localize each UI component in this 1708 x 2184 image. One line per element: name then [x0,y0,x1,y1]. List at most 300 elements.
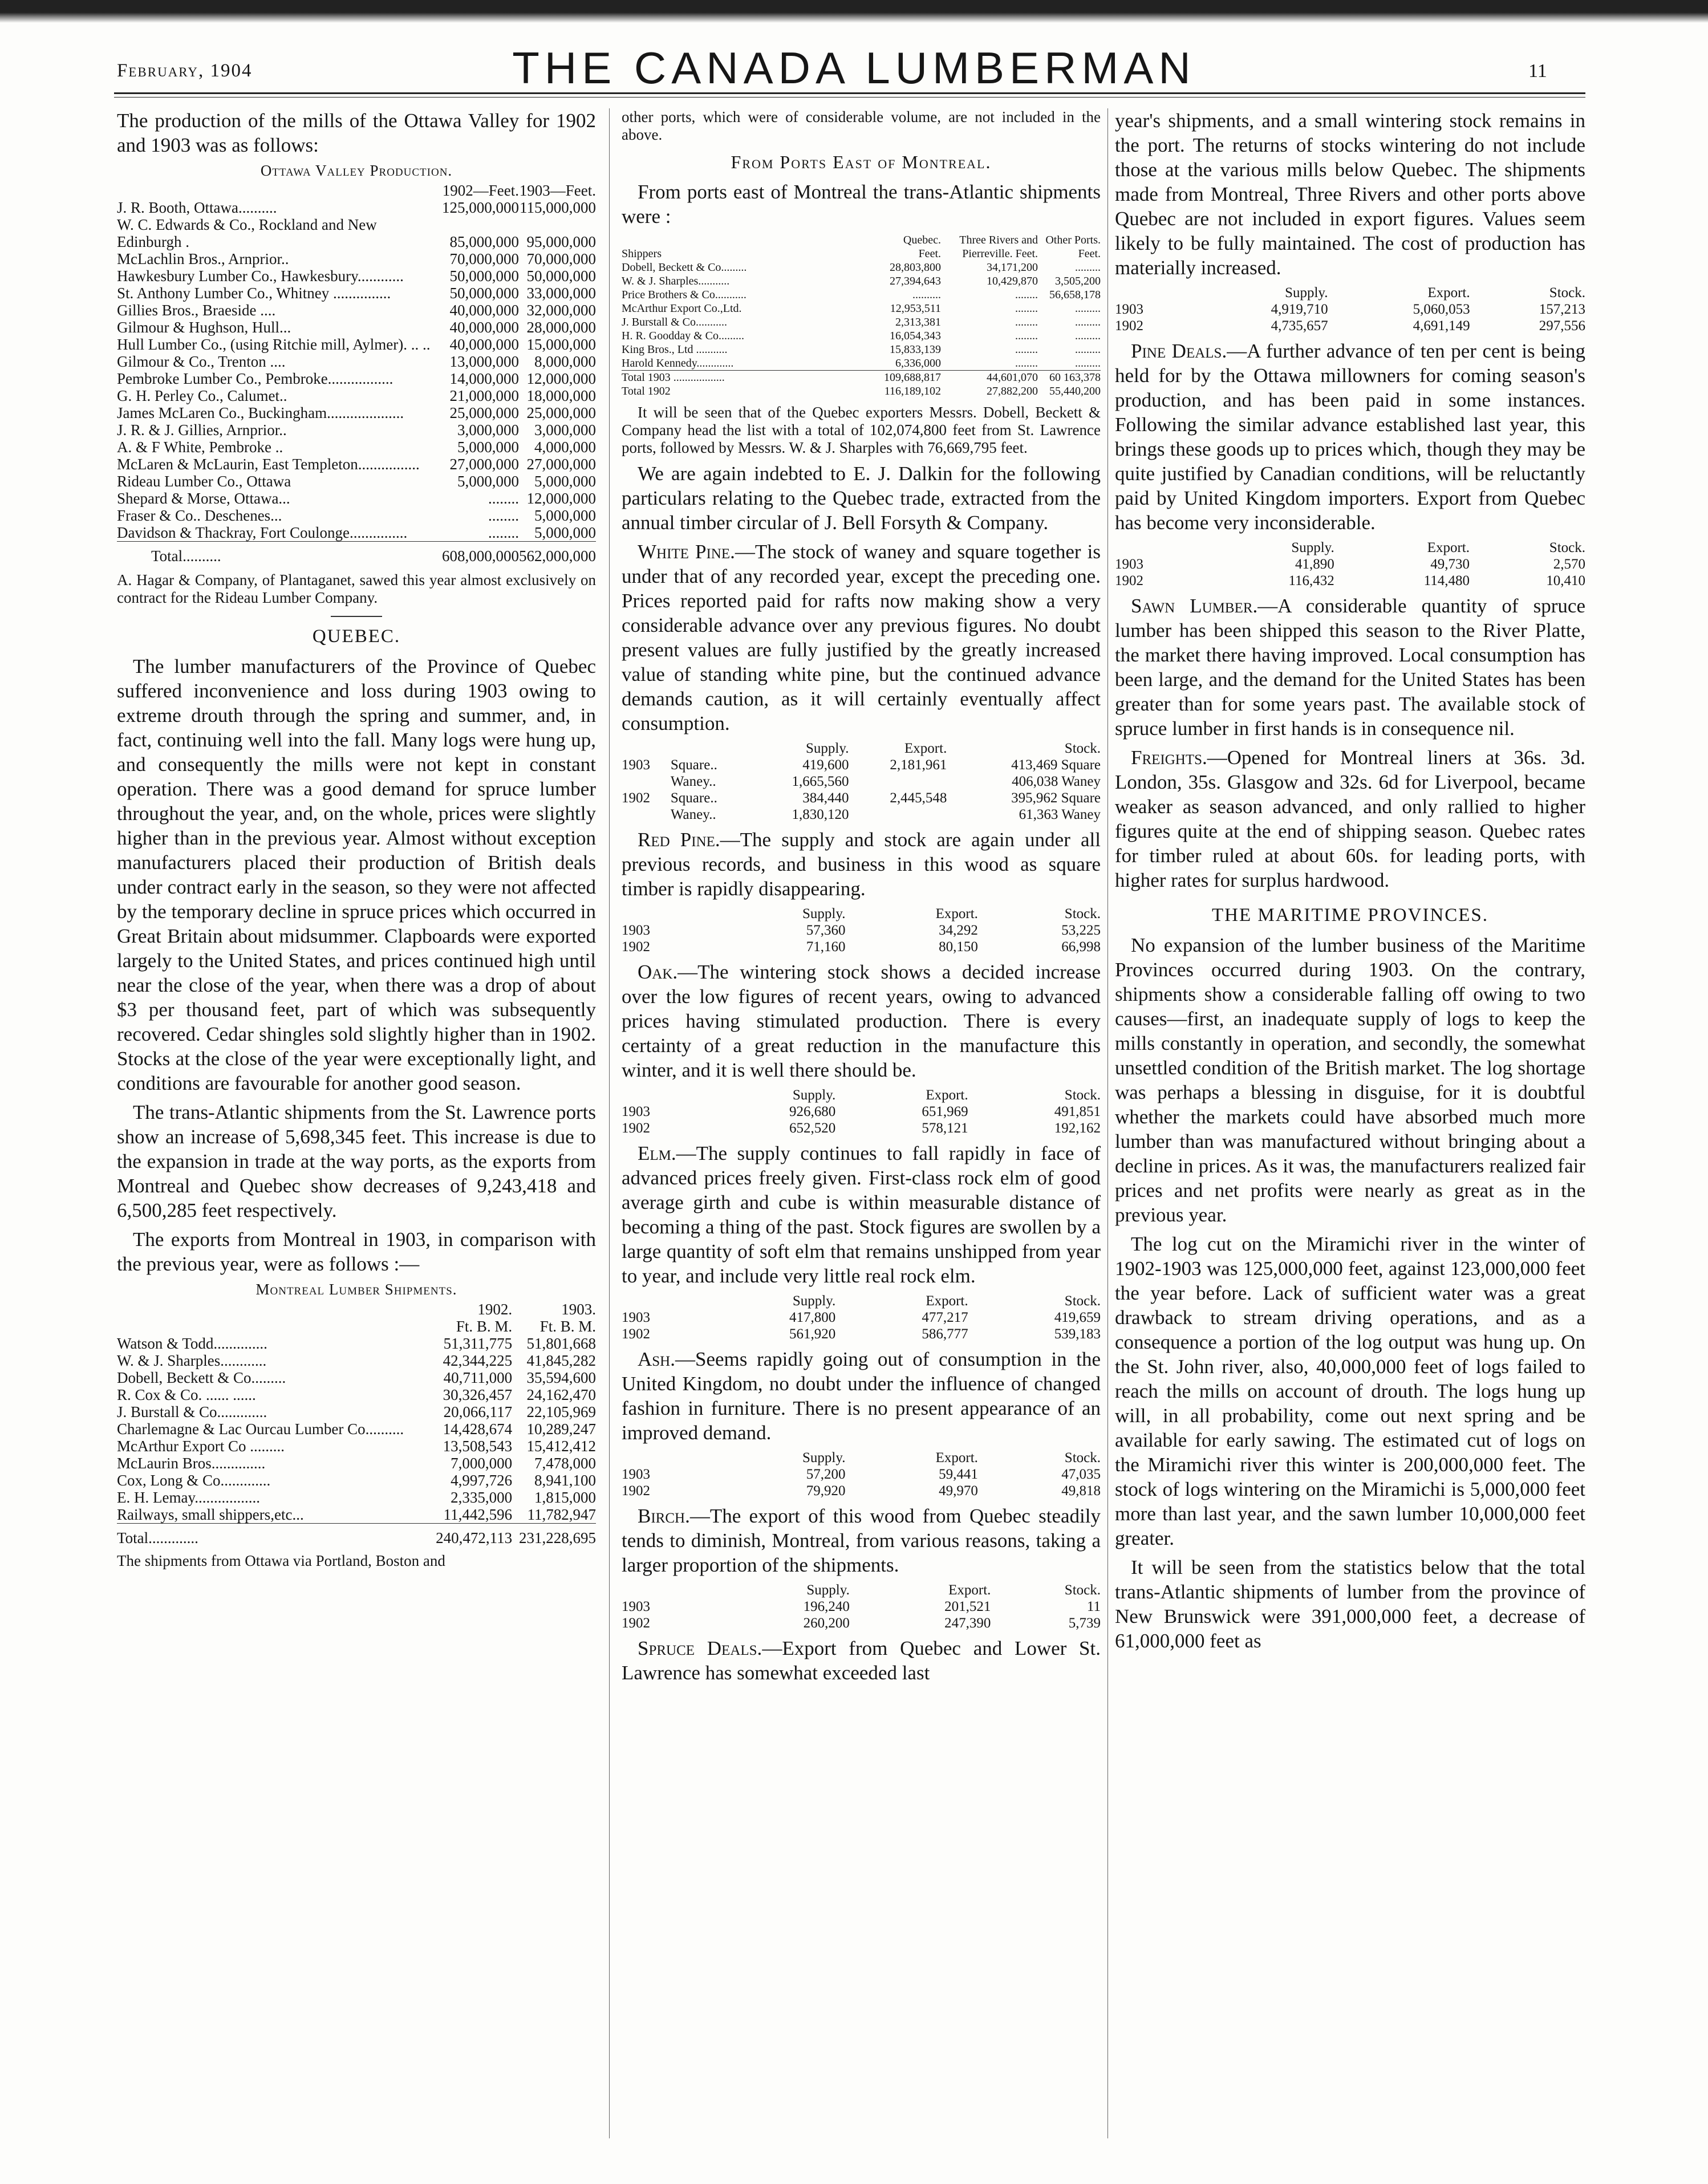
value-1902: 30,326,457 [443,1386,513,1403]
value-1903: 5,000,000 [534,473,596,490]
value-quebec: 2,313,381 [895,316,941,328]
column-header: Export. [935,1450,978,1466]
table-row [1115,318,1585,334]
table-row [622,922,1101,939]
mill-name: Hull Lumber Co., (using Ritchie mill, Aylmer). .. .. [117,336,431,353]
table-row [622,302,1101,315]
year: 1902 [622,1121,650,1136]
paragraph: Elm.—The supply continues to fall rapidly in face of advanced prices freely given. First-class rock elm of good average girth and cube is within measurable distance of becoming a thing of the past. Stock figures are swollen by a large quantity of soft elm that remains unshipped from year to year, and include very little real rock elm. [622,1142,1101,1287]
mill-name: A. & F White, Pembroke .. [117,439,283,456]
shipper-name: W. & J. Sharples............ [117,1352,267,1369]
table-total-row: Total 1903 .................. 109,688,817 44,601,070 60 163,378 [622,371,1101,384]
table-row [622,329,1101,343]
value-1903: 25,000,000 [526,404,596,421]
section-heading: QUEBEC. [312,626,401,647]
column-header: Stock. [1064,1582,1101,1598]
export: 80,150 [939,939,978,955]
value-other-ports: 56,658,178 [1049,289,1101,301]
table-header-row [1115,285,1585,301]
kind: Waney.. [670,774,716,789]
value-1902: 11,442,596 [443,1506,513,1523]
column-header: Supply. [792,1087,836,1103]
note: A. Hagar & Company, of Plantaganet, sawed this year almost exclusively on contract for the Rideau Lumber Company. [117,571,596,606]
export: 578,121 [922,1121,968,1136]
unit-header: Ft. B. M. [539,1318,596,1335]
year: 1902 [622,1326,650,1342]
stock: 413,469 Square [1011,757,1101,773]
value-1903: 28,000,000 [526,319,596,336]
value-three-rivers: 10,429,870 [987,275,1038,287]
table-row [622,1120,1101,1136]
export: 114,480 [1423,573,1470,588]
year: 1902 [1115,318,1143,334]
value-1902: 4,997,726 [451,1472,513,1489]
stock: 61,363 Waney [1019,807,1101,822]
table-header-row [1115,539,1585,556]
spruce-deals-table [1115,285,1585,334]
table-row [117,490,596,507]
export [849,773,947,790]
column-header: Three Rivers and Pierreville. Feet. [959,234,1038,260]
value-1903: 3,000,000 [534,421,596,439]
paragraph: No expansion of the lumber business of the Maritime Provinces occurred during 1903. On the contrary, shipments show a considerable falling off owing to two causes—first, an inadequate supply of logs to keep the mills constantly in operation, and secondly, the somewhat unsettled condition of the British market. The log shortage was perhaps a blessing in disguise, for it is doubtful whether the markets could have absorbed much more lumber than was manufactured without bringing about a decline in prices. As it was, the manufacturers realized fair prices and net profits were nearly as great as in the previous year. [1115,934,1585,1226]
supply: 4,735,657 [1271,318,1328,334]
mill-name: W. C. Edwards & Co., Rockland and New Edinburgh . [117,216,377,250]
shipper-name: King Bros., Ltd ........... [622,343,728,356]
value-1902: 51,311,775 [443,1335,513,1352]
shipper-name: W. & J. Sharples........... [622,275,730,287]
value-1902: 5,000,000 [457,473,519,490]
value-1903: 115,000,000 [520,199,596,216]
column-header: Quebec. Feet. [903,234,941,260]
table-row [117,1386,596,1403]
supply: 417,800 [789,1310,836,1325]
value-other-ports: ......... [1075,261,1101,274]
column-header: Supply. [1285,285,1328,301]
value-1902: 14,000,000 [449,370,519,387]
value-1903: 35,594,600 [526,1369,596,1386]
mill-name: Gilmour & Co., Trenton .... [117,353,286,370]
value-1902: ........ [488,490,519,507]
column-header: Supply. [802,906,846,921]
table-row [117,336,596,353]
supply: 57,360 [806,923,846,938]
table-total-row: Total 1902 116,189,102 27,882,200 55,440,200 [622,385,1101,397]
ash-table [622,1450,1101,1499]
table-row [622,1598,1101,1615]
value-1902: 125,000,000 [442,199,519,216]
shipper-name: McArthur Export Co ......... [117,1438,285,1455]
paragraph: Spruce Deals.—Export from Quebec and Lower St. Lawrence has somewhat exceeded last [622,1637,1101,1684]
export: 2,181,961 [890,757,947,773]
export: 586,777 [922,1326,968,1342]
shipper-name: Price Brothers & Co........... [622,289,747,301]
value-other-ports: ......... [1075,330,1101,342]
shipper-name: H. R. Goodday & Co......... [622,330,744,342]
shipper-name: R. Cox & Co. ...... ...... [117,1386,256,1403]
table-row [117,302,596,319]
mill-name: Fraser & Co.. Deschenes... [117,507,282,524]
year-header [622,1293,703,1309]
oak-table [622,1087,1101,1136]
shipper-name: J. Burstall & Co............. [117,1403,267,1420]
year-header [1115,539,1199,556]
column-1 [117,108,596,1574]
table-header-row [622,906,1101,922]
year-header [622,906,711,922]
masthead-title: THE CANADA LUMBERMAN [512,43,1196,93]
scan-top-edge [0,0,1708,23]
table-row [622,274,1101,288]
column-header: Supply. [806,1582,850,1598]
mill-name: Hawkesbury Lumber Co., Hawkesbury............ [117,267,404,285]
table-row [117,1455,596,1472]
paragraph: From ports east of Montreal the trans-Atlantic shipments were : [622,181,1101,228]
shipper-name: Watson & Todd.............. [117,1335,267,1352]
year-header [622,1087,703,1103]
mill-name: Shepard & Morse, Ottawa... [117,490,290,507]
mill-name: James McLaren Co., Buckingham.................... [117,404,404,421]
supply: 79,920 [806,1483,846,1499]
year: 1903 [1115,557,1143,572]
mill-name: G. H. Perley Co., Calumet.. [117,387,287,404]
column-header: Stock. [1064,1450,1101,1466]
table-total-row: Total.......... 608,000,000 562,000,000 [117,542,596,565]
value-1902: 50,000,000 [449,285,519,302]
header-rule [114,92,1585,94]
column-header: Export. [926,1087,968,1103]
value-1902: 20,066,117 [443,1403,513,1420]
supply: 196,240 [803,1599,850,1614]
column-header: Supply. [802,1450,846,1466]
stock: 539,183 [1054,1326,1101,1342]
value-1903: 5,000,000 [534,507,596,524]
supply: 652,520 [789,1121,836,1136]
red-pine-table [622,906,1101,955]
shipper-name: Dobell, Beckett & Co......... [622,261,747,274]
export: 59,441 [939,1467,978,1482]
stock: 49,818 [1061,1483,1101,1499]
montreal-shipments-table [117,1301,596,1546]
stock: 10,410 [1546,573,1585,588]
paragraph: It will be seen from the statistics below that the total trans-Atlantic shipments of lumber from the province of New Brunswick were 391,000,000 feet, a decrease of 61,000,000 feet as [1115,1556,1585,1652]
issue-date: February, 1904 [117,60,253,81]
value-1903: 5,000,000 [534,524,596,541]
table-row [117,524,596,542]
subhead: Birch. [638,1505,690,1527]
mill-name: Gillies Bros., Braeside .... [117,302,276,319]
column-header: Export. [1427,285,1470,301]
table-row [622,288,1101,302]
value-three-rivers: 34,171,200 [987,261,1038,274]
birch-table [622,1582,1101,1631]
value-quebec: 6,336,000 [895,357,941,370]
value-1903: 7,478,000 [534,1455,596,1472]
value-three-rivers: ........ [1015,316,1038,328]
paragraph: The lumber manufacturers of the Province of Quebec suffered inconvenience and loss during 1903 owing to extreme drouth through the spring and summer, and, in fact, continuing well into the fall. Many logs were hung up, and consequently the mills were not kept in constant operation. There was a good demand for spruce lumber throughout the year, and, on the whole, prices were slightly higher than in the previous year. Almost without exception manufacturers placed their production of British deals under contract early in the season, so they were not affected by the temporary decline in spruce prices which occurred in Great Britain about midsummer. Clapboards were exported largely to the United States, and prices continued high until near the close of the year, when there was a drop of about $3 per thousand feet, part of which was subsequently recovered. Cedar shingles sold slightly higher than in 1902. Stocks at the close of the year were exceptionally light, and conditions are favourable for another good season. [117,655,596,1094]
table-row [117,439,596,456]
table-row [117,216,596,250]
year: 1902 [622,1483,650,1499]
stock: 2,570 [1553,557,1585,572]
paragraph: Ash.—Seems rapidly going out of consumption in the United Kingdom, no doubt under the influence of changed fashion in furniture. There is no present appearance of an improved demand. [622,1348,1101,1444]
table-row [622,343,1101,356]
table-row [117,1506,596,1524]
table-title: Montreal Lumber Shipments. [255,1281,457,1298]
column-header: 1902—Feet. [442,182,519,199]
export: 247,390 [944,1615,991,1631]
column-header: Other Ports. Feet. [1045,234,1101,260]
year [622,773,671,790]
value-other-ports: ......... [1075,302,1101,315]
paragraph: Red Pine.—The supply and stock are again under all previous records, and business in this wood as square timber is rapidly disappearing. [622,829,1101,900]
table-row [117,1489,596,1506]
table-header-row [622,1450,1101,1466]
export: 49,730 [1430,557,1470,572]
stock: 11 [1086,1599,1101,1614]
white-pine-table: Supply. Export. Stock. 1903 Square.. 419,600 2,181,961 413,469 Square Waney.. 1,665,560 406,038 Waney 1902 Square.. 384,440 2,445,548 395,962 Square Waney.. 1,830,120 61,363 Waney [622,741,1101,822]
value-1902: 7,000,000 [451,1455,513,1472]
column-header: Supply. [792,1293,836,1309]
value-quebec: 16,054,343 [890,330,941,342]
value-1903: 51,801,668 [526,1335,596,1352]
table-row [1115,301,1585,318]
value-1902: 50,000,000 [449,267,519,285]
paragraph: year's shipments, and a small wintering stock remains in the port. The returns of stocks wintering do not include those at the various mills below Quebec. The shipments made from Montreal, Three Rivers and other ports above Quebec are not included in export figures. Values seem likely to be fully maintained. The cost of production has materially increased. [1115,109,1585,279]
section-heading: THE MARITIME PROVINCES. [1211,905,1489,925]
year: 1903 [622,1599,650,1614]
year: 1902 [1115,573,1143,588]
table-row [622,356,1101,371]
table-row [622,315,1101,329]
value-1902: ........ [488,507,519,524]
value-1902: 3,000,000 [457,421,519,439]
value-1903: 15,000,000 [526,336,596,353]
column-header: Export. [948,1582,991,1598]
subhead: Ash. [638,1348,675,1370]
table-row [622,757,1101,773]
subhead: Oak. [638,961,678,983]
stock: 5,739 [1068,1615,1101,1631]
stock: 491,851 [1054,1104,1101,1119]
shipper-name: Charlemagne & Lac Ourcau Lumber Co.......... [117,1420,404,1438]
value-1903: 95,000,000 [526,233,596,250]
year: 1902 [622,939,650,955]
supply: 260,200 [803,1615,850,1631]
column-divider [609,108,610,2138]
year [622,806,671,823]
table-row [117,507,596,524]
value-1903: 8,941,100 [534,1472,596,1489]
supply: 561,920 [789,1326,836,1342]
value-1903: 32,000,000 [526,302,596,319]
paragraph: The production of the mills of the Ottawa Valley for 1902 and 1903 was as follows: [117,109,596,156]
export: 651,969 [922,1104,968,1119]
value-1902: 2,335,000 [451,1489,513,1506]
value-1903: 12,000,000 [526,370,596,387]
column-header: Stock. [1064,1293,1101,1309]
year-header [1115,285,1186,301]
paragraph: Sawn Lumber.—A considerable quantity of spruce lumber has been shipped this season to the River Platte, the market there having improved. Local consumption has been large, and the demand for the United States has been greater than for some years past. The available stock of spruce lumber in first hands is in consequence nil. [1115,595,1585,740]
value-1902: 5,000,000 [457,439,519,456]
table-row [622,1309,1101,1326]
value-quebec: 12,953,511 [890,302,941,315]
year: 1903 [622,1310,650,1325]
ports-shipments-table [622,233,1101,398]
value-1902: ........ [488,524,519,541]
table-header-row [622,1582,1101,1598]
table-row [117,353,596,370]
column-2 [622,108,1101,1690]
mill-name: St. Anthony Lumber Co., Whitney ............... [117,285,391,302]
export: 2,445,548 [890,790,947,806]
mill-name: Pembroke Lumber Co., Pembroke................. [117,370,393,387]
column-divider [1107,108,1108,2138]
shipper-name: Harold Kennedy............. [622,357,734,370]
value-three-rivers: ........ [1015,302,1038,315]
table-row [117,387,596,404]
table-row [622,261,1101,274]
table-row [117,473,596,490]
table-row [622,773,1101,790]
export: 4,691,149 [1413,318,1470,334]
pine-deals-table [1115,539,1585,589]
value-1903: 10,289,247 [526,1420,596,1438]
shipper-name: Dobell, Beckett & Co......... [117,1369,286,1386]
value-1902: 40,000,000 [449,336,519,353]
value-other-ports: ......... [1075,357,1101,370]
unit-header: Ft. B. M. [456,1318,513,1335]
value-1902: 21,000,000 [449,387,519,404]
paragraph: The exports from Montreal in 1903, in comparison with the previous year, were as follows :— [117,1228,596,1275]
paragraph: The trans-Atlantic shipments from the St. Lawrence ports show an increase of 5,698,345 feet. This increase is due to the expansion in trade at the way ports, as the exports from Montreal and Quebec show decreases of 9,243,418 and 6,500,285 feet respectively. [117,1101,596,1221]
table-row [622,939,1101,955]
page-number: 11 [1528,60,1547,82]
table-title: Ottawa Valley Production. [260,162,453,179]
paragraph: The log cut on the Miramichi river in the winter of 1902-1903 was 125,000,000 feet, against 123,000,000 feet the year before. Lack of sufficient water was a great drawback to stream driving operations, and as a consequence a portion of the log output was hung up. On the St. John river, also, 40,000,000 feet of logs failed to reach the mills on account of drouth. The logs hung up will, in all probability, come out next spring and be available for early sawing. The estimated cut of logs on the Miramichi river this winter is 200,000,000 feet. The stock of logs wintering on the Miramichi is 5,000,000 feet more than last year, and the sawn lumber 10,000,000 feet greater. [1115,1233,1585,1549]
export: 34,292 [939,923,978,938]
column-header: Export. [1427,540,1470,555]
year: 1903 [622,923,650,938]
table-row [117,421,596,439]
value-1903: 33,000,000 [526,285,596,302]
stock: 53,225 [1061,923,1101,938]
stock: 192,162 [1054,1121,1101,1136]
kind: Square.. [670,757,717,773]
value-1903: 1,815,000 [534,1489,596,1506]
value-1903: 8,000,000 [534,353,596,370]
shipper-name: Cox, Long & Co............. [117,1472,271,1489]
table-row [622,1466,1101,1483]
value-three-rivers: ........ [1015,343,1038,356]
stock: 419,659 [1054,1310,1101,1325]
value-1903: 41,845,282 [526,1352,596,1369]
stock: 297,556 [1539,318,1585,334]
table-row [117,1472,596,1489]
header-rule-thin [114,97,1585,98]
year: 1903 [622,1104,650,1119]
column-header: 1903. [561,1301,596,1318]
paragraph: The shipments from Ottawa via Portland, Boston and [117,1552,445,1569]
value-1903: 22,105,969 [526,1403,596,1420]
value-1903: 24,162,470 [526,1386,596,1403]
table-row [1115,556,1585,573]
paragraph: It will be seen that of the Quebec exporters Messrs. Dobell, Beckett & Company head the list with a total of 102,074,800 feet from St. Lawrence ports, followed by Messrs. W. & J. Sharples with 76,669,795 feet. [622,404,1101,456]
subhead: Freights. [1131,746,1207,769]
year: 1903 [1115,302,1143,317]
supply: 384,440 [802,790,849,806]
column-3 [1115,108,1585,1658]
value-1903: 50,000,000 [526,267,596,285]
table-total-row: Total............. 240,472,113 231,228,695 [117,1524,596,1547]
table-row [117,404,596,421]
value-1903: 4,000,000 [534,439,596,456]
stock: 157,213 [1539,302,1585,317]
stock: 395,962 Square [1011,790,1101,806]
column-header: Stock. [1549,540,1585,555]
value-1902: 13,000,000 [449,353,519,370]
mill-name: McLachlin Bros., Arnprior.. [117,250,289,267]
table-row [117,1403,596,1420]
paragraph: We are again indebted to E. J. Dalkin for the following particulars relating to the Quebec trade, extracted from the annual timber circular of J. Bell Forsyth & Company. [622,462,1101,534]
table-row [622,790,1101,806]
value-three-rivers: ........ [1015,330,1038,342]
subhead: White Pine. [638,541,735,563]
table-row [117,250,596,267]
table-row [117,267,596,285]
value-quebec: .......... [912,289,941,301]
supply: 4,919,710 [1271,302,1328,317]
value-1902: 40,000,000 [449,319,519,336]
year-header [622,1450,711,1466]
column-header: Export. [926,1293,968,1309]
mill-name: McLaren & McLaurin, East Templeton................ [117,456,420,473]
column-header: Shippers [622,247,662,260]
export: 5,060,053 [1413,302,1470,317]
shipper-name: Railways, small shippers,etc... [117,1506,304,1523]
paragraph: other ports, which were of considerable volume, are not included in the above. [622,108,1101,143]
mill-name: J. R. & J. Gillies, Arnprior.. [117,421,287,439]
value-other-ports: ......... [1075,316,1101,328]
subhead: Spruce Deals. [638,1637,762,1659]
column-header: Export. [935,906,978,921]
supply: 41,890 [1295,557,1334,572]
table-header-row [622,1293,1101,1309]
value-1903: 15,412,412 [526,1438,596,1455]
subhead: Elm. [638,1142,676,1164]
year: 1903 [622,1467,650,1482]
section-heading: From Ports East of Montreal. [731,152,992,172]
subhead: Red Pine. [638,829,720,851]
paragraph: Freights.—Opened for Montreal liners at 36s. 3d. London, 35s. Glasgow and 32s. 6d for Liverpool, became weaker as season advanced, and only rallied to higher figures quite at the end of shipping season. Quebec rates for timber ruled at about 60s. for leading ports, with higher rates for surplus hardwood. [1115,746,1585,891]
paragraph: Oak.—The wintering stock shows a decided increase over the low figures of recent years, owing to advanced prices having stimulated production. There is every certainty of a great reduction in the manufacture this winter, and it is well there should be. [622,961,1101,1081]
supply: 71,160 [806,939,846,955]
value-1902: 25,000,000 [449,404,519,421]
export: 201,521 [944,1599,991,1614]
subhead: Sawn Lumber. [1131,595,1258,617]
supply: 57,200 [806,1467,846,1482]
mill-name: Rideau Lumber Co., Ottawa [117,473,291,490]
shipper-name: J. Burstall & Co........... [622,316,728,328]
value-1902: 40,711,000 [443,1369,513,1386]
export: 477,217 [922,1310,968,1325]
table-row [117,1420,596,1438]
table-row [1115,573,1585,589]
table-row [117,1335,596,1352]
value-1902: 13,508,543 [443,1438,513,1455]
column-header: Stock. [1064,1087,1101,1103]
paragraph: White Pine.—The stock of waney and square together is under that of any recorded year, except the preceding one. Prices reported paid for rafts now making show a very considerable advance over any previous figures. No doubt present values are fully justified by the greatly increased value of standing white pine, but the continued advance demands caution, as it will certainly eventually affect consumption. [622,541,1101,734]
